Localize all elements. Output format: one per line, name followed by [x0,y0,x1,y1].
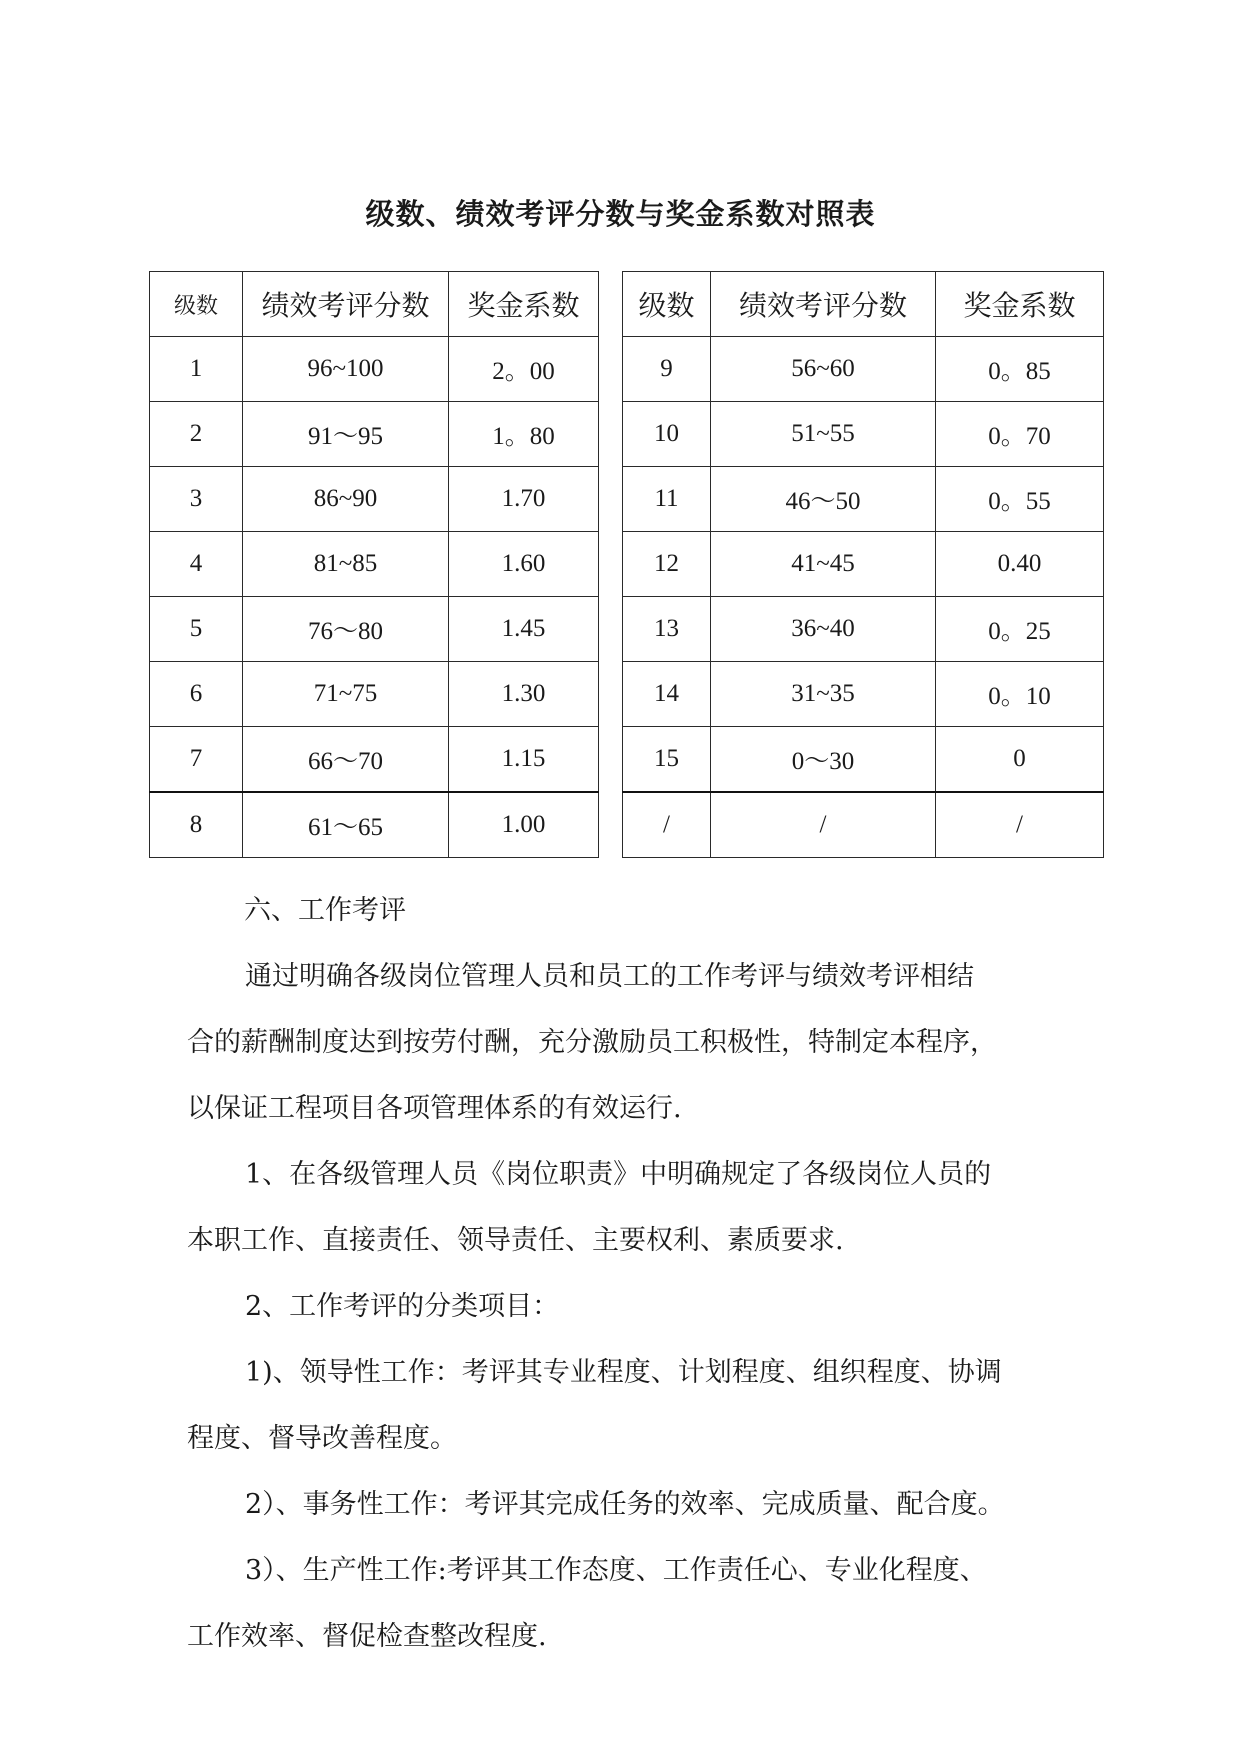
table-cell: 1.30 [449,662,599,727]
table-cell: 1.15 [449,727,599,793]
table-gap [599,402,623,467]
paragraph-line: 1)、领导性工作：考评其专业程度、计划程度、组织程度、协调 [245,1357,1002,1388]
header-cell: 奖金系数 [449,272,599,337]
paragraph-line: 本职工作、直接责任、领导责任、主要权利、素质要求. [187,1225,844,1256]
table-cell: 76～80 [243,597,449,662]
table-cell: 0。85 [936,337,1104,402]
table-cell: 66～70 [243,727,449,793]
table-cell: 41~45 [711,532,936,597]
table-cell: 1.60 [449,532,599,597]
table-cell: 0。25 [936,597,1104,662]
header-cell: 绩效考评分数 [711,272,936,337]
table-row [150,662,1104,727]
grade-bonus-table [149,271,1104,858]
table-cell: 96~100 [243,337,449,402]
table-cell: 11 [623,467,711,532]
table-row [150,467,1104,532]
paragraph-line: 合的薪酬制度达到按劳付酬，充分激励员工积极性，特制定本程序， [187,1027,997,1058]
table-row [150,402,1104,467]
table-cell: 7 [150,727,243,793]
table-cell: 0。55 [936,467,1104,532]
paragraph-line: 3）、生产性工作:考评其工作态度、工作责任心、专业化程度、 [245,1555,987,1586]
table-cell: 1。80 [449,402,599,467]
table-gap [599,792,623,858]
table-cell: 1.45 [449,597,599,662]
paragraph-line: 2）、事务性工作：考评其完成任务的效率、完成质量、配合度。 [245,1489,1005,1520]
table-cell: 2 [150,402,243,467]
table-cell: / [936,792,1104,858]
table-cell: 3 [150,467,243,532]
header-cell: 奖金系数 [936,272,1104,337]
table-cell: 5 [150,597,243,662]
table-gap [599,662,623,727]
table-cell: 1.70 [449,467,599,532]
table-cell: 13 [623,597,711,662]
table-row [150,792,1104,858]
table-cell: 9 [623,337,711,402]
table-gap [599,272,623,337]
table-cell: 2。00 [449,337,599,402]
table-gap [599,597,623,662]
table-cell: 71~75 [243,662,449,727]
table-cell: 6 [150,662,243,727]
table-cell: 8 [150,792,243,858]
page-title: 级数、绩效考评分数与奖金系数对照表 [365,197,876,231]
table-cell: 10 [623,402,711,467]
table-cell: 0 [936,727,1104,793]
table-cell: 4 [150,532,243,597]
table-cell: 15 [623,727,711,793]
body-paragraphs [187,944,1067,1670]
paragraph-line: 2、工作考评的分类项目： [245,1291,560,1322]
table-cell: 61～65 [243,792,449,858]
paragraph-line: 程度、督导改善程度。 [187,1423,457,1454]
table-row [150,597,1104,662]
table-cell: 0.40 [936,532,1104,597]
table-gap [599,532,623,597]
table-gap [599,467,623,532]
paragraph-line: 以保证工程项目各项管理体系的有效运行. [187,1093,682,1124]
table-gap [599,727,623,793]
header-cell: 绩效考评分数 [243,272,449,337]
table-cell: 46～50 [711,467,936,532]
table-cell: 91～95 [243,402,449,467]
table-cell: 12 [623,532,711,597]
table-cell: 14 [623,662,711,727]
header-cell: 级数 [623,272,711,337]
table-cell: 36~40 [711,597,936,662]
paragraph-line: 通过明确各级岗位管理人员和员工的工作考评与绩效考评相结 [245,961,974,992]
table-cell: 0。10 [936,662,1104,727]
table-cell: 56~60 [711,337,936,402]
table-cell: 86~90 [243,467,449,532]
table-cell: 1 [150,337,243,402]
table-cell: / [711,792,936,858]
table-row [150,337,1104,402]
paragraph-line: 工作效率、督促检查整改程度. [187,1621,547,1652]
table-row [150,532,1104,597]
table-header-row [150,272,1104,337]
table-row [150,727,1104,793]
table-cell: 1.00 [449,792,599,858]
table-cell: 0～30 [711,727,936,793]
paragraph-line: 1、在各级管理人员《岗位职责》中明确规定了各级岗位人员的 [245,1159,992,1190]
body-text [187,878,1067,944]
header-cell: 级数 [150,272,243,337]
table-cell: / [623,792,711,858]
table-cell: 51~55 [711,402,936,467]
table-cell: 81~85 [243,532,449,597]
section-heading: 六、工作考评 [244,895,406,926]
table-cell: 0。70 [936,402,1104,467]
table-gap [599,337,623,402]
table-cell: 31~35 [711,662,936,727]
